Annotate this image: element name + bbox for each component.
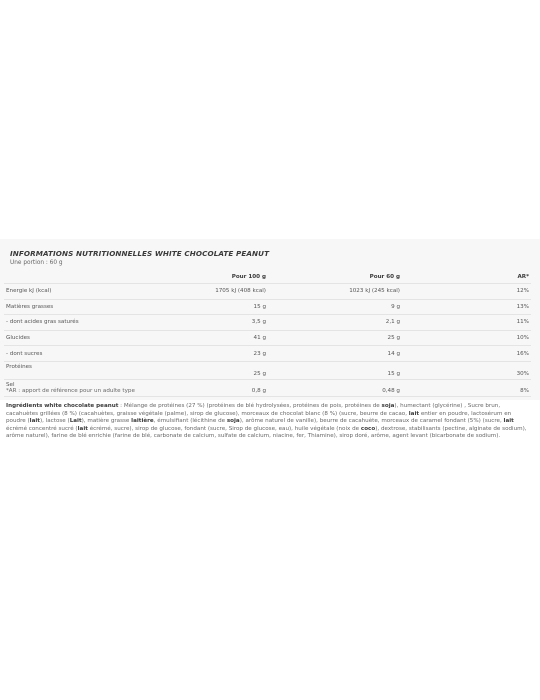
ingredient-segment: , émulsifiant (lécithine de <box>153 418 227 425</box>
value-ar: 8% <box>402 379 531 397</box>
ingredient-segment: ), dextrose, stabilisants (pectine, alginate de sodium), arôme naturel), farine de blé enrichie (farine de blé, carbonate de calcium, sulfate de calcium, niacine, fer, Thiamine), sirop doré, arôme, agent levant (bicarbonate de sodium). <box>6 425 527 440</box>
ingredient-segment: entier en poudre, lactosérum en poudre ( <box>6 410 512 425</box>
table-row <box>4 346 531 362</box>
table-row <box>4 284 531 300</box>
value-per-60g: 15 g <box>268 361 402 379</box>
value-ar: 12% <box>402 284 531 300</box>
ingredient-emphasis: lait <box>408 410 420 417</box>
ingredient-emphasis: laitière <box>131 418 154 425</box>
ingredient-segment: : Mélange de protéines (27 %) (protéines de blé hydrolysées, protéines de pois, protéines de <box>118 403 382 409</box>
ingredient-emphasis: lait <box>503 418 514 425</box>
ingredient-segment: ), lactose ( <box>39 418 70 425</box>
nutrient-label: - dont sucres <box>4 346 134 362</box>
value-ar: 11% <box>402 315 531 331</box>
value-ar: 16% <box>402 346 531 362</box>
table-row <box>4 361 531 379</box>
value-per-100g: 23 g <box>134 346 268 362</box>
nutrient-label: Energie kJ (kcal) <box>4 284 134 300</box>
value-per-100g: 41 g <box>134 330 268 346</box>
nutrient-label: Protéines <box>4 361 134 379</box>
ingredient-emphasis: soja <box>226 418 240 425</box>
ingredient-segment: écrémé concentré sucré ( <box>6 425 78 432</box>
value-per-100g: 25 g <box>134 361 268 379</box>
value-ar: 10% <box>402 330 531 346</box>
table-row <box>4 330 531 346</box>
value-per-60g: 25 g <box>268 330 402 346</box>
value-per-100g: 15 g <box>134 299 268 315</box>
ingredient-emphasis: Lait <box>69 418 82 425</box>
value-per-100g: 1705 kJ (408 kcal) <box>134 284 268 300</box>
nutrient-label: Glucides <box>4 330 134 346</box>
column-header-per-100g: Pour 100 g <box>134 271 268 284</box>
column-header-per-60g: Pour 60 g <box>268 271 402 284</box>
ingredient-emphasis: soja <box>381 403 395 409</box>
nutrient-label: Matières grasses <box>4 299 134 315</box>
value-per-60g: 2,1 g <box>268 315 402 331</box>
table-header-row <box>4 271 531 284</box>
portion-size: Une portion : 60 g <box>10 260 63 266</box>
value-per-60g: 9 g <box>268 299 402 315</box>
ingredient-emphasis: lait <box>29 418 40 425</box>
ingredient-segment: ), humectant (glycérine) , Sucre brun, cacahuètes grillées (8 %) (cacahuètes, graisse végétale (palme), sirop de glucose), morceaux de chocolat blanc (8 %) (sucre, beurre de cacao, <box>6 403 501 417</box>
value-ar: 13% <box>402 299 531 315</box>
value-per-60g: 14 g <box>268 346 402 362</box>
ingredients-text <box>6 403 528 441</box>
ingredient-segment: ), matière grasse <box>81 418 132 425</box>
ingredient-emphasis: lait <box>77 425 88 432</box>
ingredient-emphasis: coco <box>360 425 376 432</box>
column-header-nutrient <box>4 271 134 284</box>
ingredient-segment: ), arôme naturel de vanille), beurre de cacahuète, morceaux de caramel fondant (5%) (sucre, <box>239 418 504 425</box>
value-per-100g: 3,5 g <box>134 315 268 331</box>
table-row <box>4 299 531 315</box>
nutrient-label: Sel <box>4 379 134 397</box>
nutrition-title: INFORMATIONS NUTRITIONNELLES WHITE CHOCOLATE PEANUT <box>10 249 270 258</box>
value-per-60g: 0,48 g <box>268 379 402 397</box>
reference-footnote: *AR : apport de référence pour un adulte type <box>6 388 135 394</box>
table-row <box>4 315 531 331</box>
nutrition-table <box>4 271 531 397</box>
value-ar: 30% <box>402 361 531 379</box>
ingredient-emphasis: Ingrédients white chocolate peanut <box>6 403 119 409</box>
nutrient-label: - dont acides gras saturés <box>4 315 134 331</box>
ingredient-segment: écrémé, sucre), sirop de glucose, fondant (sucre, Sirop de glucose, eau), huile végétale (noix de <box>87 425 361 432</box>
value-per-60g: 1023 kJ (245 kcal) <box>268 284 402 300</box>
value-per-100g: 0,8 g <box>134 379 268 397</box>
column-header-ar: AR* <box>402 271 531 284</box>
